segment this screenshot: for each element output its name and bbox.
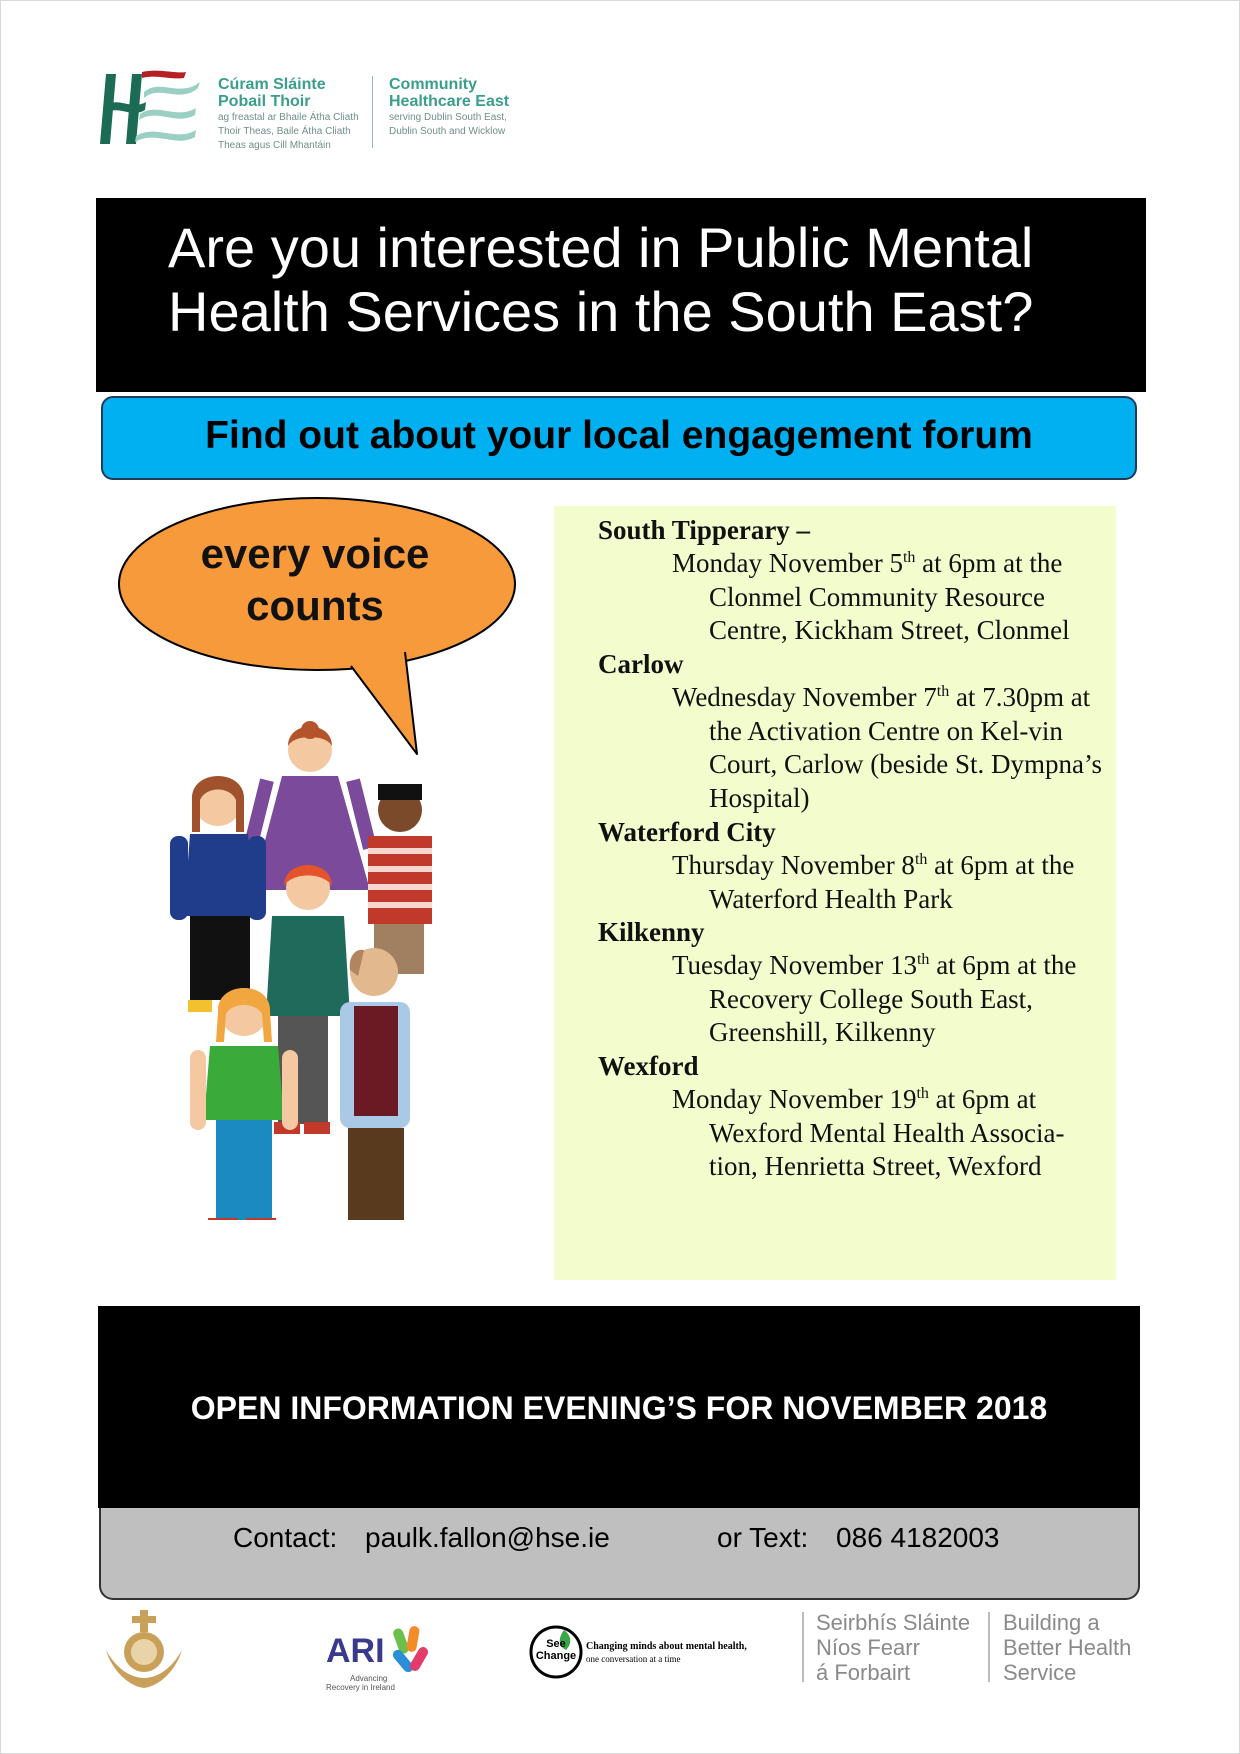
event-venue: at 6pm at the Waterford Health Park [709, 850, 1075, 914]
org-irish-line2: Pobail Thoir [218, 93, 311, 110]
headline-box [96, 198, 1146, 392]
footer-divider [802, 1612, 804, 1682]
event-venue: at 6pm at the Recovery College South East, Greenshill, Kilkenny [709, 950, 1077, 1047]
org-irish-sub1: ag freastal ar Bhaile Átha Cliath [218, 112, 359, 123]
org-irish-name [218, 76, 359, 152]
headline-line2: Health Services in the South East? [168, 280, 1034, 343]
event-venue: at 6pm at the Clonmel Community Resource Centre, Kickham Street, Clonmel [709, 548, 1070, 645]
contact-email-link[interactable]: paulk.fallon@hse.ie [365, 1522, 610, 1553]
ari-wordmark: ARI [326, 1632, 385, 1670]
schedule-panel [554, 506, 1116, 1280]
contact-bar [99, 1508, 1140, 1600]
subhead-box [101, 396, 1137, 480]
see-change-tagline [586, 1640, 796, 1665]
event-waterford [598, 816, 1113, 916]
hse-logo [100, 68, 208, 154]
bubble-line2: counts [246, 582, 384, 629]
ari-tagline-line1: Advancing [350, 1674, 388, 1683]
event-details [598, 681, 1113, 815]
see-change-word1: See [546, 1638, 566, 1650]
event-location: Wexford [598, 1051, 699, 1081]
org-english-line2: Healthcare East [389, 93, 510, 110]
person-blue-top-icon [170, 776, 266, 1012]
person-elderly-man-icon [340, 948, 410, 1220]
contact-label: Contact: [233, 1522, 338, 1553]
footer-english-line1: Building a [1003, 1610, 1100, 1635]
org-english-name [389, 76, 509, 138]
footer-english-slogan [1003, 1610, 1131, 1685]
event-details [598, 849, 1113, 916]
crest-logo-icon [102, 1610, 186, 1692]
org-irish-sub3: Theas agus Cill Mhantáin [218, 140, 331, 151]
banner-text: OPEN INFORMATION EVENING’S FOR NOVEMBER 2018 [190, 1390, 1048, 1426]
footer-divider [988, 1612, 990, 1682]
ari-hands-icon [390, 1624, 434, 1680]
org-irish-line1: Cúram Sláinte [218, 76, 326, 93]
header-divider [372, 76, 373, 148]
headline-line1: Are you interested in Public Mental [168, 216, 1034, 279]
subhead-text: Find out about your local engagement forum [205, 414, 1033, 457]
event-location: South Tipperary – [598, 515, 811, 545]
footer-irish-slogan [816, 1610, 970, 1685]
headline-text [168, 216, 1088, 344]
info-banner [98, 1306, 1140, 1508]
event-kilkenny [598, 916, 1113, 1050]
org-english-sub2: Dublin South and Wicklow [389, 126, 506, 137]
ari-tagline-line2: Recovery in Ireland [326, 1683, 395, 1692]
event-date: Thursday November 8 [672, 850, 915, 880]
org-english-line1: Community [389, 76, 477, 93]
event-date-suffix: th [914, 851, 928, 868]
footer-irish-line2: Níos Fearr [816, 1635, 920, 1660]
bubble-line1: every voice [200, 530, 430, 577]
person-striped-shirt-icon [368, 784, 432, 974]
event-date: Monday November 5 [672, 548, 903, 578]
text-label: or Text: [717, 1522, 809, 1553]
footer-irish-line1: Seirbhís Sláinte [816, 1610, 971, 1635]
see-change-tag-line1: Changing minds about mental health, [586, 1641, 747, 1652]
event-location: Carlow [598, 649, 684, 679]
see-change-word2: Change [535, 1650, 577, 1662]
event-date: Monday November 19 [672, 1084, 917, 1114]
event-date-suffix: th [902, 549, 916, 566]
people-illustration [160, 720, 460, 1220]
event-details [598, 547, 1113, 648]
event-location: Waterford City [598, 817, 776, 847]
see-change-tag-line2: one conversation at a time [586, 1654, 681, 1664]
event-date: Tuesday November 13 [672, 950, 917, 980]
event-carlow [598, 648, 1113, 815]
event-venue: at 7.30pm at the Activation Centre on Kel-vin Court, Carlow (beside St. Dympna’s Hospital) [709, 682, 1102, 813]
event-south-tipperary [598, 514, 1113, 648]
see-change-badge-text [534, 1638, 578, 1662]
footer-irish-line3: á Forbairt [816, 1660, 911, 1685]
event-date-suffix: th [916, 1085, 929, 1102]
footer-english-line3: Service [1003, 1660, 1077, 1685]
event-details [598, 949, 1113, 1050]
org-english-sub1: serving Dublin South East, [389, 112, 507, 123]
ari-tagline [326, 1674, 406, 1692]
org-irish-sub2: Thoir Theas, Baile Átha Cliath [218, 126, 351, 137]
event-details [598, 1083, 1113, 1184]
footer-english-line2: Better Health [1003, 1635, 1132, 1660]
event-date-suffix: th [936, 683, 950, 700]
event-date: Wednesday November 7 [672, 682, 937, 712]
event-wexford [598, 1050, 1113, 1184]
event-venue: at 6pm at Wexford Mental Health Associa-tion, Henrietta Street, Wexford [709, 1084, 1065, 1181]
contact-phone[interactable]: 086 4182003 [836, 1522, 1000, 1553]
event-location: Kilkenny [598, 917, 705, 947]
event-date-suffix: th [916, 951, 930, 968]
bubble-text [150, 528, 480, 632]
